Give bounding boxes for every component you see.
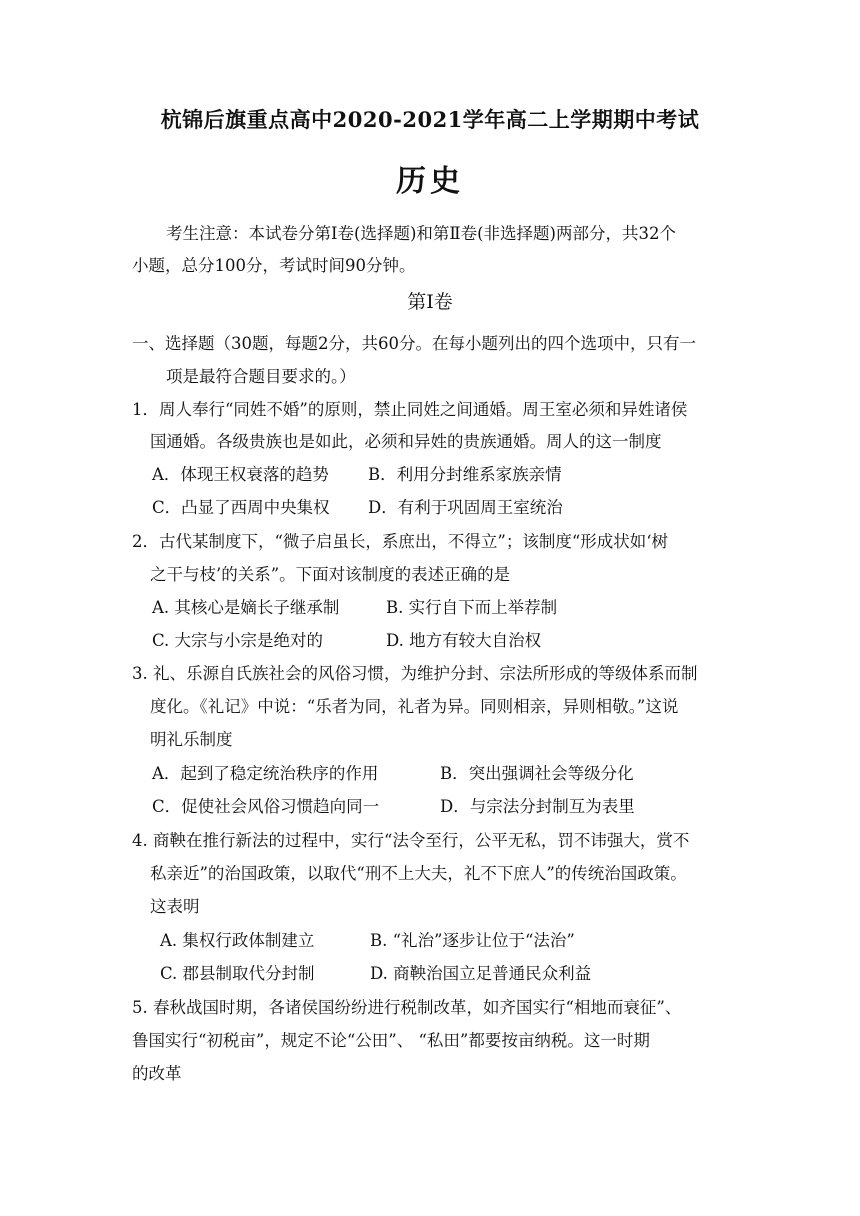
question-3-stem-line-2: 度化。《礼记》中说：“乐者为同，礼者为异。同则相亲，异则相敬。”这说 (150, 697, 679, 716)
question-3-stem-line-1: 3. 礼、乐源自氏族社会的风俗习惯，为维护分封、宗法所形成的等级体系而制 (132, 664, 698, 683)
subject-title: 历史 (396, 164, 464, 199)
question-3-option-c: C．促使社会风俗习惯趋向同一 (152, 797, 380, 816)
question-1-stem-line-2: 国通婚。各级贵族也是如此，必须和异姓的贵族通婚。周人的这一制度 (150, 432, 662, 451)
question-4-option-d: D. 商鞅治国立足普通民众利益 (370, 964, 592, 983)
question-3-option-b: B．突出强调社会等级分化 (440, 764, 634, 783)
question-4-stem-line-2: 私亲近”的治国政策，以取代“刑不上大夫，礼不下庶人”的传统治国政策。 (150, 864, 687, 883)
question-3-stem-line-3: 明礼乐制度 (150, 730, 233, 749)
question-1-option-d: D．有利于巩固周王室统治 (368, 498, 563, 517)
question-5-stem-line-1: 5. 春秋战国时期，各诸侯国纷纷进行税制改革，如齐国实行“相地而衰征”、 (132, 998, 682, 1017)
question-4-option-b: B. “礼治”逐步让位于“法治” (370, 931, 575, 950)
question-5-stem-line-2: 鲁国实行“初税亩”，规定不论“公田”、 “私田”都要按亩纳税。这一时期 (132, 1031, 650, 1050)
question-2-option-d: D. 地方有较大自治权 (386, 631, 542, 650)
question-1-option-b: B．利用分封维系家族亲情 (368, 465, 562, 484)
question-4-option-a: A. 集权行政体制建立 (160, 931, 315, 950)
question-5-stem-line-3: 的改革 (132, 1064, 182, 1083)
question-2-option-b: B. 实行自下而上举荐制 (386, 598, 558, 617)
question-4-option-c: C. 郡县制取代分封制 (160, 964, 315, 983)
volume-heading: 第Ⅰ卷 (407, 291, 453, 313)
question-3-option-d: D．与宗法分封制互为表里 (440, 797, 635, 816)
question-2-option-a: A. 其核心是嫡长子继承制 (152, 598, 340, 617)
question-1-option-c: C．凸显了西周中央集权 (152, 498, 330, 517)
exam-title: 杭锦后旗重点高中2020-2021学年高二上学期期中考试 (160, 107, 700, 132)
section-heading-line-2: 项是最符合题目要求的。） (166, 367, 356, 386)
section-heading-line-1: 一、选择题（30题，每题2分，共60分。在每小题列出的四个选项中，只有一 (132, 334, 696, 353)
question-3-option-a: A．起到了稳定统治秩序的作用 (152, 764, 379, 783)
question-1-stem-line-1: 1．周人奉行“同姓不婚”的原则，禁止同姓之间通婚。周王室必须和异姓诸侯 (132, 400, 688, 419)
question-2-stem-line-1: 2．古代某制度下，“微子启虽长，系庶出，不得立”；该制度“形成状如‘树 (132, 532, 669, 551)
notice-line-2: 小题，总分100分，考试时间90分钟。 (132, 256, 416, 275)
notice-line-1: 考生注意：本试卷分第Ⅰ卷(选择题)和第Ⅱ卷(非选择题)两部分，共32个 (166, 224, 676, 243)
question-2-option-c: C. 大宗与小宗是绝对的 (152, 631, 324, 650)
question-1-option-a: A．体现王权衰落的趋势 (152, 465, 329, 484)
question-4-stem-line-1: 4. 商鞅在推行新法的过程中，实行“法令至行，公平无私，罚不讳强大，赏不 (132, 831, 690, 850)
question-4-stem-line-3: 这表明 (150, 897, 200, 916)
question-2-stem-line-2: 之干与枝’的关系”。下面对该制度的表述正确的是 (150, 565, 511, 584)
